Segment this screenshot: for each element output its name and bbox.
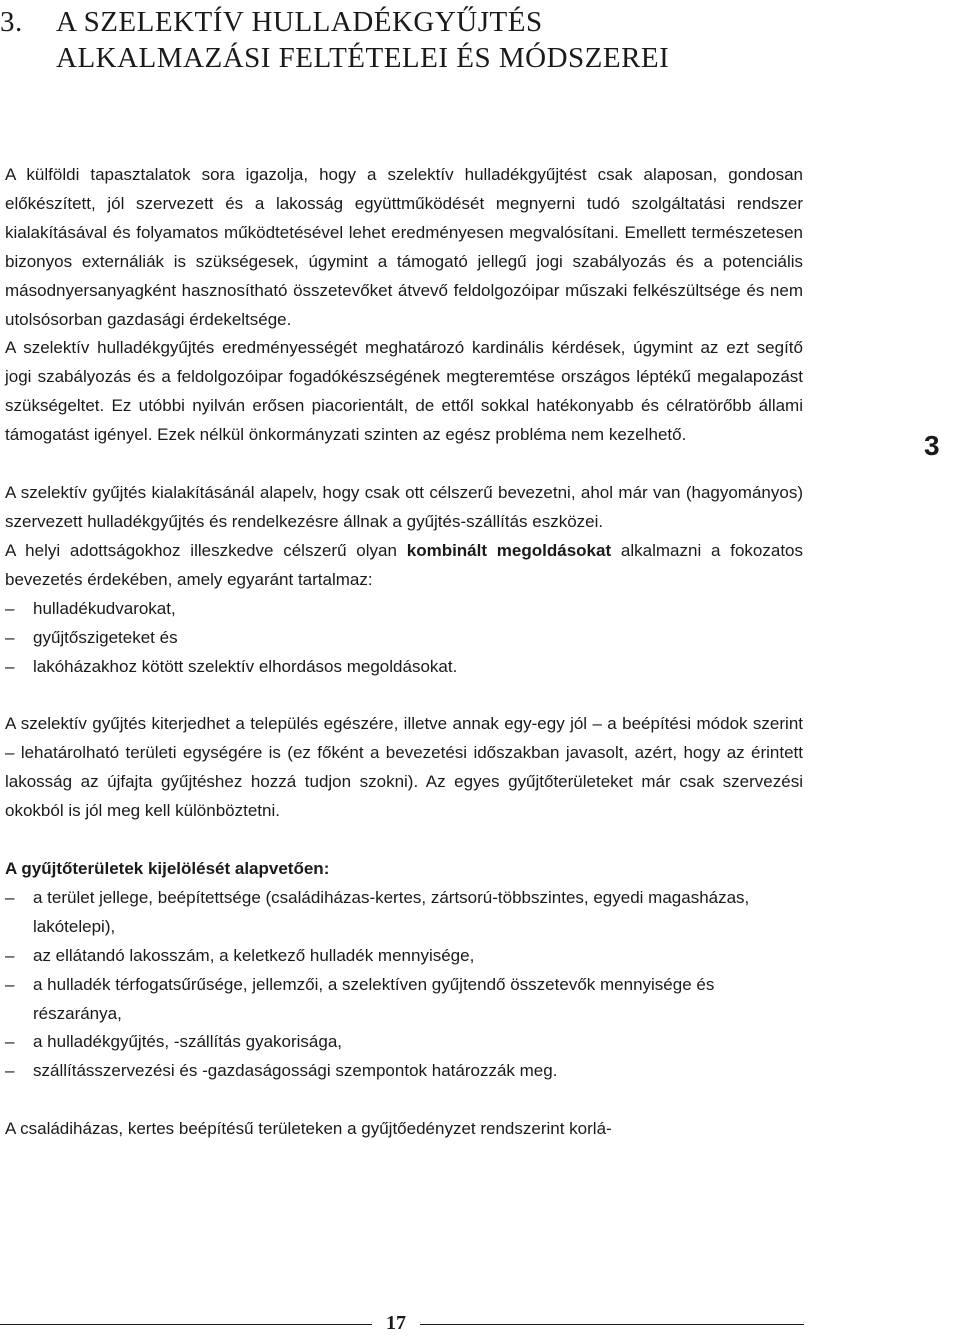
chapter-tab-marker: 3 <box>924 430 940 461</box>
list-item-text: a hulladék térfogatsűrűsége, jellemzői, a szelektíven gyűjtendő összetevők mennyisége és részaránya, <box>33 974 715 1023</box>
footer-rule-right <box>420 1324 804 1325</box>
solutions-list <box>5 595 803 682</box>
dash-bullet: – <box>5 887 15 907</box>
list-item-text: szállításszervezési és -gazdaságossági szempontok határozzák meg. <box>33 1061 558 1081</box>
dash-bullet: – <box>5 945 15 965</box>
page-footer <box>0 1308 960 1336</box>
list-item <box>5 942 803 971</box>
paragraph-key-questions: A szelektív hulladékgyűjtés eredményességét meghatározó kardinális kérdések, úgymint az ezt segítő jogi szabályozás és a feldolgozóipar fogadókészségének megteremtése országos léptékű megalapozást szükségeltet. Ez utóbbi nyilván erősen piacorientált, de ettől sokkal hatékonyabb és célratörőbb állami támogatást igényel. Ezek nélkül önkormányzati szinten az egész probléma nem kezelhető. <box>5 338 803 445</box>
list-item-text: az ellátandó lakosszám, a keletkező hulladék mennyisége, <box>33 945 475 965</box>
list-item <box>5 1028 803 1057</box>
list-item <box>5 1057 803 1086</box>
list-item-text: a terület jellege, beépítettsége (családiházas-kertes, zártsorú-többszintes, egyedi magasházas, lakótelepi), <box>33 887 750 936</box>
sub-heading: A gyűjtőterületek kijelölését alapvetően: <box>5 859 330 879</box>
dash-bullet: – <box>5 1061 15 1081</box>
paragraph-family-houses: A családiházas, kertes beépítésű területeken a gyűjtőedényzet rendszerint korlá- <box>5 1119 612 1139</box>
list-item <box>5 595 803 624</box>
footer-rule-left <box>0 1324 372 1325</box>
list-item-text: hulladékudvarokat, <box>33 598 176 618</box>
list-item-text: gyűjtőszigeteket és <box>33 627 178 647</box>
paragraph-extent: A szelektív gyűjtés kiterjedhet a település egészére, illetve annak egy-egy jól – a beépítési módok szerint – lehatárolható területi egységére is (ez főként a bevezetési időszakban javasolt, azért, hogy az érintett lakosság az újfajta gyűjtéshez hozzá tudjon szokni). Az egyes gyűjtőterületeket már csak szervezési okokból is jól meg kell különböztetni. <box>5 714 803 821</box>
body-text <box>5 161 803 1144</box>
dash-bullet: – <box>5 1032 15 1052</box>
chapter-title-line-1: A SZELEKTÍV HULLADÉKGYŰJTÉS <box>56 6 543 38</box>
emphasis-combined-solutions: kombinált megoldásokat <box>406 540 612 560</box>
list-item <box>5 884 803 942</box>
list-item-text: a hulladékgyűjtés, -szállítás gyakorisága, <box>33 1032 342 1052</box>
dash-bullet: – <box>5 656 15 676</box>
list-item <box>5 624 803 653</box>
dash-bullet: – <box>5 598 15 618</box>
list-item <box>5 971 803 1029</box>
paragraph-intro: A külföldi tapasztalatok sora igazolja, hogy a szelektív hulladékgyűjtést csak alaposan, gondosan előkészített, jól szervezett és a lakosság együttműködését megnyerni tudó szolgáltatási rendszer kialakításával és folyamatos működtetésével lehet eredményesen megvalósítani. Emellett természetesen bizonyos externáliák is szükségesek, úgymint a támogató jellegű jogi szabályozás és a potenciális másodnyersanyagként hasznosítható összetevőket átvevő feldolgozóipar műszaki felkészültsége és nem utolsósorban gazdasági érdekeltsége. <box>5 165 803 329</box>
list-item-text: lakóházakhoz kötött szelektív elhordásos megoldásokat. <box>33 656 458 676</box>
dash-bullet: – <box>5 974 15 994</box>
paragraph-combined-solutions <box>5 537 803 595</box>
list-item <box>5 653 803 682</box>
paragraph-principle: A szelektív gyűjtés kialakításánál alapelv, hogy csak ott célszerű bevezetni, ahol már van (hagyományos) szervezett hulladékgyűjtés és rendelkezésre állnak a gyűjtés-szállítás eszközei. <box>5 483 803 531</box>
paragraph-combined-text-end: alkalmazni a fokozatos bevezetés érdekében, amely egyaránt tartalmaz: <box>5 540 803 589</box>
chapter-heading <box>0 4 900 76</box>
criteria-list <box>5 884 803 1086</box>
dash-bullet: – <box>5 627 15 647</box>
chapter-title-line-2: ALKALMAZÁSI FELTÉTELEI ÉS MÓDSZEREI <box>56 42 670 74</box>
page-number: 17 <box>386 1312 406 1334</box>
chapter-number: 3. <box>0 6 23 38</box>
paragraph-combined-text-start: A helyi adottságokhoz illeszkedve célszerű olyan <box>5 540 407 560</box>
